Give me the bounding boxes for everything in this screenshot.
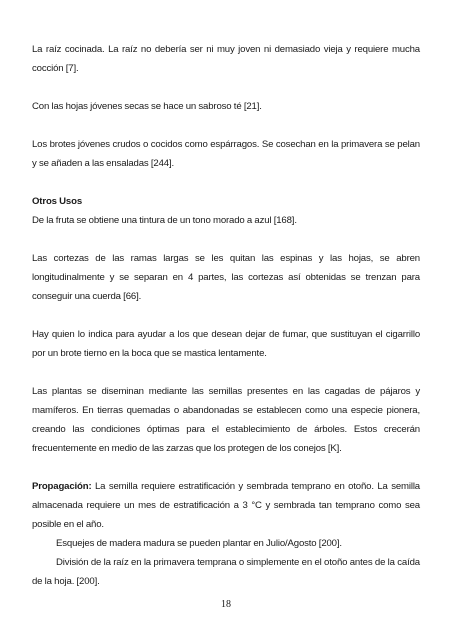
spacer	[32, 458, 420, 477]
spacer	[32, 173, 420, 192]
propagacion-label: Propagación:	[32, 481, 92, 492]
propagacion-text: La semilla requiere estratificación y sembrada temprano en otoño. La semilla almacenada requiere un mes de estratificación a 3 °C y sembrada tan temprano como sea posible en el año.	[32, 481, 420, 530]
paragraph-fumar: Hay quien lo indica para ayudar a los que desean dejar de fumar, que sustituyan el cigarrillo por un brote tierno en la boca que se mastica lentamente.	[32, 329, 420, 359]
page-body	[32, 40, 420, 591]
paragraph-te: Con las hojas jóvenes secas se hace un sabroso té [21].	[32, 101, 262, 112]
paragraph-propagacion	[32, 477, 420, 534]
spacer	[32, 78, 420, 97]
heading-otros-usos: Otros Usos	[32, 196, 83, 207]
paragraph-cortezas: Las cortezas de las ramas largas se les quitan las espinas y las hojas, se abren longitudinalmente y se separan en 4 partes, las cortezas así obtenidas se trenzan para conseguir una cuerda [66].	[32, 253, 420, 302]
spacer	[32, 306, 420, 325]
paragraph-tintura: De la fruta se obtiene una tintura de un tono morado a azul [168].	[32, 215, 297, 226]
paragraph-brotes: Los brotes jóvenes crudos o cocidos como espárragos. Se cosechan en la primavera se pelan y se añaden a las ensaladas [244].	[32, 139, 420, 169]
spacer	[32, 363, 420, 382]
spacer	[32, 116, 420, 135]
paragraph-esquejes: Esquejes de madera madura se pueden plantar en Julio/Agosto [200].	[56, 538, 342, 549]
paragraph-diseminacion: Las plantas se diseminan mediante las semillas presentes en las cagadas de pájaros y mamíferos. En tierras quemadas o abandonadas se establecen como una especie pionera, creando las condiciones óptimas para el establecimiento de árboles. Estos crecerán frecuentemente en medio de las zarzas que los protegen de los conejos [K].	[32, 386, 420, 454]
paragraph-raiz: La raíz cocinada. La raíz no debería ser ni muy joven ni demasiado vieja y requiere mucha cocción [7].	[32, 44, 420, 74]
spacer	[32, 230, 420, 249]
paragraph-division: División de la raíz en la primavera temprana o simplemente en el otoño antes de la caída de la hoja. [200].	[32, 557, 420, 587]
page-number: 18	[221, 599, 231, 610]
